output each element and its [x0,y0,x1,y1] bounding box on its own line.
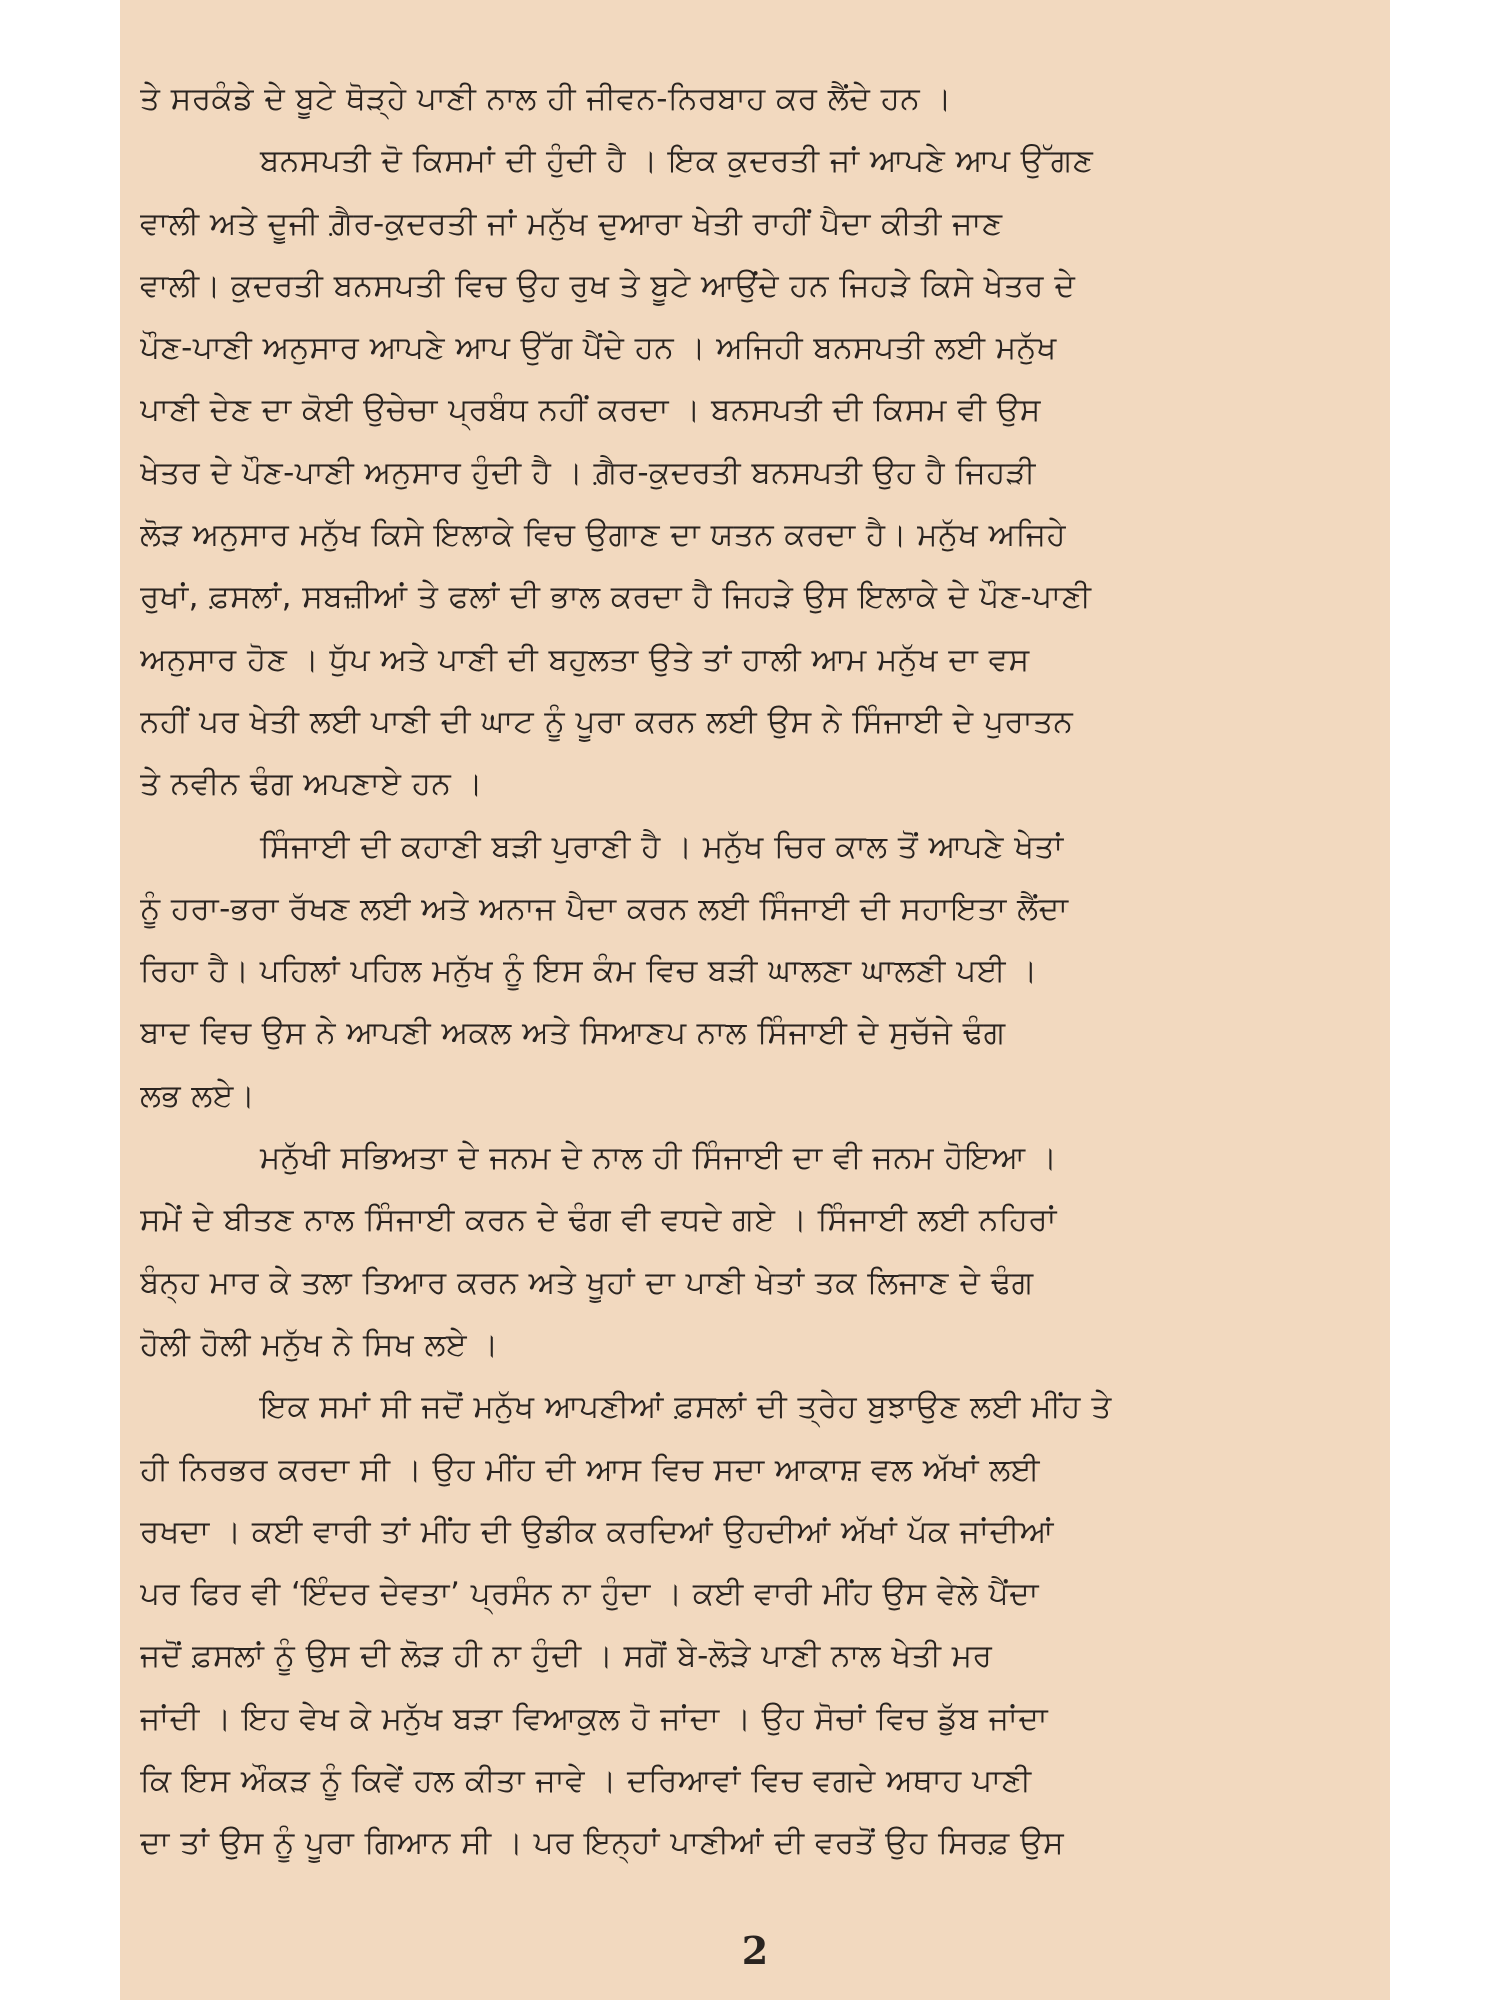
text-line: ਬੰਨ੍ਹ ਮਾਰ ਕੇ ਤਲਾ ਤਿਆਰ ਕਰਨ ਅਤੇ ਖੂਹਾਂ ਦਾ ਪਾਣੀ ਖੇਤਾਂ ਤਕ ਲਿਜਾਣ ਦੇ ਢੰਗ [140,1264,1034,1301]
text-line: ਹੀ ਨਿਰਭਰ ਕਰਦਾ ਸੀ । ਉਹ ਮੀਂਹ ਦੀ ਆਸ ਵਿਚ ਸਦਾ ਆਕਾਸ਼ ਵਲ ਅੱਖਾਂ ਲਈ [140,1451,1041,1488]
text-line: ਹੋਲੀ ਹੋਲੀ ਮਨੁੱਖ ਨੇ ਸਿਖ ਲਏ । [140,1326,499,1363]
text-line: ਤੇ ਸਰਕੰਡੇ ਦੇ ਬੂਟੇ ਥੋੜ੍ਹੇ ਪਾਣੀ ਨਾਲ ਹੀ ਜੀਵਨ-ਨਿਰਬਾਹ ਕਰ ਲੈਂਦੇ ਹਨ । [140,81,952,117]
book-page [120,0,1390,2000]
text-line: ਜਾਂਦੀ । ਇਹ ਵੇਖ ਕੇ ਮਨੁੱਖ ਬੜਾ ਵਿਆਕੁਲ ਹੋ ਜਾਂਦਾ । ਉਹ ਸੋਚਾਂ ਵਿਚ ਡੁੱਬ ਜਾਂਦਾ [140,1700,1049,1737]
text-line: ਨਹੀਂ ਪਰ ਖੇਤੀ ਲਈ ਪਾਣੀ ਦੀ ਘਾਟ ਨੂੰ ਪੂਰਾ ਕਰਨ ਲਈ ਉਸ ਨੇ ਸਿੰਜਾਈ ਦੇ ਪੁਰਾਤਨ [140,703,1074,740]
text-line: ਬਨਸਪਤੀ ਦੋ ਕਿਸਮਾਂ ਦੀ ਹੁੰਦੀ ਹੈ । ਇਕ ਕੁਦਰਤੀ ਜਾਂ ਆਪਣੇ ਆਪ ਉੱਗਣ [260,143,1094,180]
text-line: ਕਿ ਇਸ ਔਕੜ ਨੂੰ ਕਿਵੇਂ ਹਲ ਕੀਤਾ ਜਾਵੇ । ਦਰਿਆਵਾਂ ਵਿਚ ਵਗਦੇ ਅਥਾਹ ਪਾਣੀ [140,1763,1032,1800]
text-line: ਰੁਖਾਂ, ਫ਼ਸਲਾਂ, ਸਬਜ਼ੀਆਂ ਤੇ ਫਲਾਂ ਦੀ ਭਾਲ ਕਰਦਾ ਹੈ ਜਿਹੜੇ ਉਸ ਇਲਾਕੇ ਦੇ ਪੌਣ-ਪਾਣੀ [140,579,1092,616]
text-line: ਰਿਹਾ ਹੈ। ਪਹਿਲਾਂ ਪਹਿਲ ਮਨੁੱਖ ਨੂੰ ਇਸ ਕੰਮ ਵਿਚ ਬੜੀ ਘਾਲਣਾ ਘਾਲਣੀ ਪਈ । [140,953,1038,990]
text-line: ਖੇਤਰ ਦੇ ਪੌਣ-ਪਾਣੀ ਅਨੁਸਾਰ ਹੁੰਦੀ ਹੈ । ਗ਼ੈਰ-ਕੁਦਰਤੀ ਬਨਸਪਤੀ ਉਹ ਹੈ ਜਿਹੜੀ [140,454,1036,491]
text-line: ਮਨੁੱਖੀ ਸਭਿਅਤਾ ਦੇ ਜਨਮ ਦੇ ਨਾਲ ਹੀ ਸਿੰਜਾਈ ਦਾ ਵੀ ਜਨਮ ਹੋਇਆ । [260,1140,1058,1177]
body-text [140,68,1380,1875]
text-line: ਰਖਦਾ । ਕਈ ਵਾਰੀ ਤਾਂ ਮੀਂਹ ਦੀ ਉਡੀਕ ਕਰਦਿਆਂ ਉਹਦੀਆਂ ਅੱਖਾਂ ਪੱਕ ਜਾਂਦੀਆਂ [140,1513,1055,1550]
text-line: ਵਾਲੀ। ਕੁਦਰਤੀ ਬਨਸਪਤੀ ਵਿਚ ਉਹ ਰੁਖ ਤੇ ਬੂਟੇ ਆਉਂਦੇ ਹਨ ਜਿਹੜੇ ਕਿਸੇ ਖੇਤਰ ਦੇ [140,267,1076,304]
page-number: 2 [741,1928,769,1973]
text-line: ਪੌਣ-ਪਾਣੀ ਅਨੁਸਾਰ ਆਪਣੇ ਆਪ ਉੱਗ ਪੈਂਦੇ ਹਨ । ਅਜਿਹੀ ਬਨਸਪਤੀ ਲਈ ਮਨੁੱਖ [140,330,1057,367]
text-line: ਸਿੰਜਾਈ ਦੀ ਕਹਾਣੀ ਬੜੀ ਪੁਰਾਣੀ ਹੈ । ਮਨੁੱਖ ਚਿਰ ਕਾਲ ਤੋਂ ਆਪਣੇ ਖੇਤਾਂ [260,828,1064,865]
text-line: ਪਰ ਫਿਰ ਵੀ ‘ਇੰਦਰ ਦੇਵਤਾ’ ਪ੍ਰਸੰਨ ਨਾ ਹੁੰਦਾ । ਕਈ ਵਾਰੀ ਮੀਂਹ ਉਸ ਵੇਲੇ ਪੈਂਦਾ [140,1576,1039,1613]
text-line: ਅਨੁਸਾਰ ਹੋਣ । ਧੁੱਪ ਅਤੇ ਪਾਣੀ ਦੀ ਬਹੁਲਤਾ ਉਤੇ ਤਾਂ ਹਾਲੀ ਆਮ ਮਨੁੱਖ ਦਾ ਵਸ [140,641,1030,678]
text-line: ਵਾਲੀ ਅਤੇ ਦੂਜੀ ਗ਼ੈਰ-ਕੁਦਰਤੀ ਜਾਂ ਮਨੁੱਖ ਦੁਆਰਾ ਖੇਤੀ ਰਾਹੀਂ ਪੈਦਾ ਕੀਤੀ ਜਾਣ [140,205,1003,242]
text-line: ਸਮੇਂ ਦੇ ਬੀਤਣ ਨਾਲ ਸਿੰਜਾਈ ਕਰਨ ਦੇ ਢੰਗ ਵੀ ਵਧਦੇ ਗਏ । ਸਿੰਜਾਈ ਲਈ ਨਹਿਰਾਂ [140,1202,1057,1239]
text-line: ਇਕ ਸਮਾਂ ਸੀ ਜਦੋਂ ਮਨੁੱਖ ਆਪਣੀਆਂ ਫ਼ਸਲਾਂ ਦੀ ਤ੍ਰੇਹ ਬੁਝਾਉਣ ਲਈ ਮੀਂਹ ਤੇ [260,1389,1112,1426]
text-line: ਪਾਣੀ ਦੇਣ ਦਾ ਕੋਈ ਉਚੇਚਾ ਪ੍ਰਬੰਧ ਨਹੀਂ ਕਰਦਾ । ਬਨਸਪਤੀ ਦੀ ਕਿਸਮ ਵੀ ਉਸ [140,392,1041,429]
text-line: ਦਾ ਤਾਂ ਉਸ ਨੂੰ ਪੂਰਾ ਗਿਆਨ ਸੀ । ਪਰ ਇਨ੍ਹਾਂ ਪਾਣੀਆਂ ਦੀ ਵਰਤੋਂ ਉਹ ਸਿਰਫ਼ ਉਸ [140,1825,1065,1862]
text-line: ਲਭ ਲਏ। [140,1077,256,1114]
text-line: ਤੇ ਨਵੀਨ ਢੰਗ ਅਪਣਾਏ ਹਨ । [140,766,484,803]
text-line: ਜਦੋਂ ਫ਼ਸਲਾਂ ਨੂੰ ਉਸ ਦੀ ਲੋੜ ਹੀ ਨਾ ਹੁੰਦੀ । ਸਗੋਂ ਬੇ-ਲੋੜੇ ਪਾਣੀ ਨਾਲ ਖੇਤੀ ਮਰ [140,1638,993,1675]
text-line: ਲੋੜ ਅਨੁਸਾਰ ਮਨੁੱਖ ਕਿਸੇ ਇਲਾਕੇ ਵਿਚ ਉਗਾਣ ਦਾ ਯਤਨ ਕਰਦਾ ਹੈ। ਮਨੁੱਖ ਅਜਿਹੇ [140,517,1067,554]
text-line: ਨੂੰ ਹਰਾ-ਭਰਾ ਰੱਖਣ ਲਈ ਅਤੇ ਅਨਾਜ ਪੈਦਾ ਕਰਨ ਲਈ ਸਿੰਜਾਈ ਦੀ ਸਹਾਇਤਾ ਲੈਂਦਾ [140,890,1069,927]
text-line: ਬਾਦ ਵਿਚ ਉਸ ਨੇ ਆਪਣੀ ਅਕਲ ਅਤੇ ਸਿਆਣਪ ਨਾਲ ਸਿੰਜਾਈ ਦੇ ਸੁਚੱਜੇ ਢੰਗ [140,1015,1006,1052]
